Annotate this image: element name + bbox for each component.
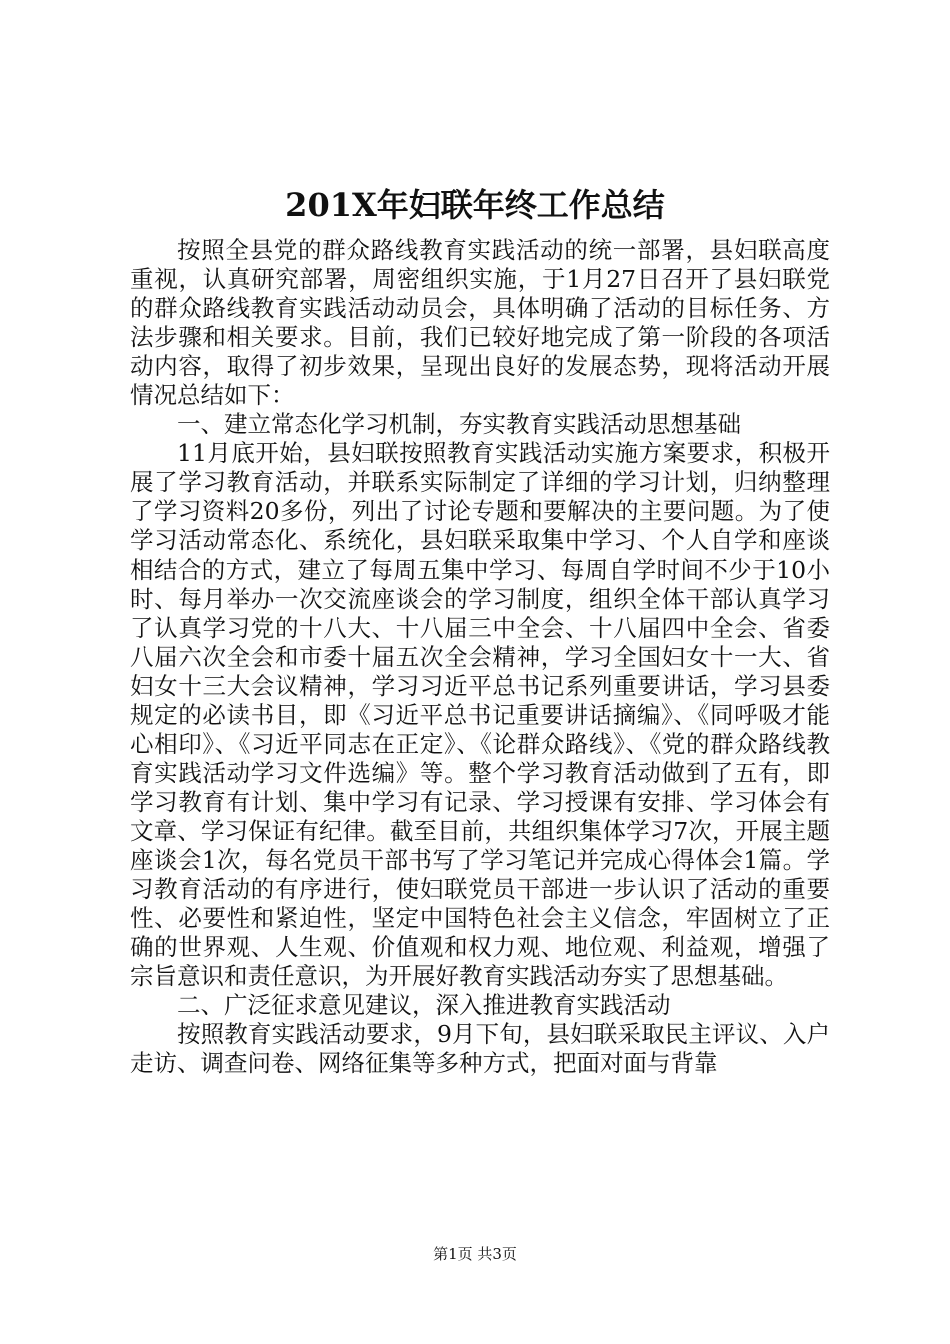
document-title: 201X年妇联年终工作总结	[285, 186, 665, 224]
section-2-paragraph: 按照教育实践活动要求，9月下旬，县妇联采取民主评议、入户走访、调查问卷、网络征集等多种方式，把面对面与背靠	[130, 1020, 830, 1078]
section-1-paragraph: 11月底开始，县妇联按照教育实践活动实施方案要求，积极开展了学习教育活动，并联系实际制定了详细的学习计划，归纳整理了学习资料20多份，列出了讨论专题和要解决的主要问题。为了使学习活动常态化、系统化，县妇联采取集中学习、个人自学和座谈相结合的方式，建立了每周五集中学习、每周自学时间不少于10小时、每月举办一次交流座谈会的学习制度，组织全体干部认真学习了认真学习党的十八大、十八届三中全会、十八届四中全会、省委八届六次全会和市委十届五次全会精神，学习全国妇女十一大、省妇女十三大会议精神，学习习近平总书记系列重要讲话，学习县委规定的必读书目，即《习近平总书记重要讲话摘编》、《同呼吸才能心相印》、《习近平同志在正定》、《论群众路线》、《党的群众路线教育实践活动学习文件选编》等。整个学习教育活动做到了五有，即学习教育有计划、集中学习有记录、学习授课有安排、学习体会有文章、学习保证有纪律。截至目前，共组织集体学习7次，开展主题座谈会1次，每名党员干部书写了学习笔记并完成心得体会1篇。学习教育活动的有序进行，使妇联党员干部进一步认识了活动的重要性、必要性和紧迫性，坚定中国特色社会主义信念，牢固树立了正确的世界观、人生观、价值观和权力观、地位观、利益观，增强了宗旨意识和责任意识，为开展好教育实践活动夯实了思想基础。	[130, 439, 830, 991]
document-body	[130, 236, 830, 1078]
section-heading-1: 一、建立常态化学习机制，夯实教育实践活动思想基础	[177, 410, 741, 439]
page-footer: 第1页 共3页	[433, 1245, 517, 1263]
intro-paragraph: 按照全县党的群众路线教育实践活动的统一部署，县妇联高度重视，认真研究部署，周密组织实施，于1月27日召开了县妇联党的群众路线教育实践活动动员会，具体明确了活动的目标任务、方法步骤和相关要求。目前，我们已较好地完成了第一阶段的各项活动内容，取得了初步效果，呈现出良好的发展态势，现将活动开展情况总结如下：	[130, 236, 830, 410]
section-heading-2: 二、广泛征求意见建议，深入推进教育实践活动	[177, 991, 671, 1020]
